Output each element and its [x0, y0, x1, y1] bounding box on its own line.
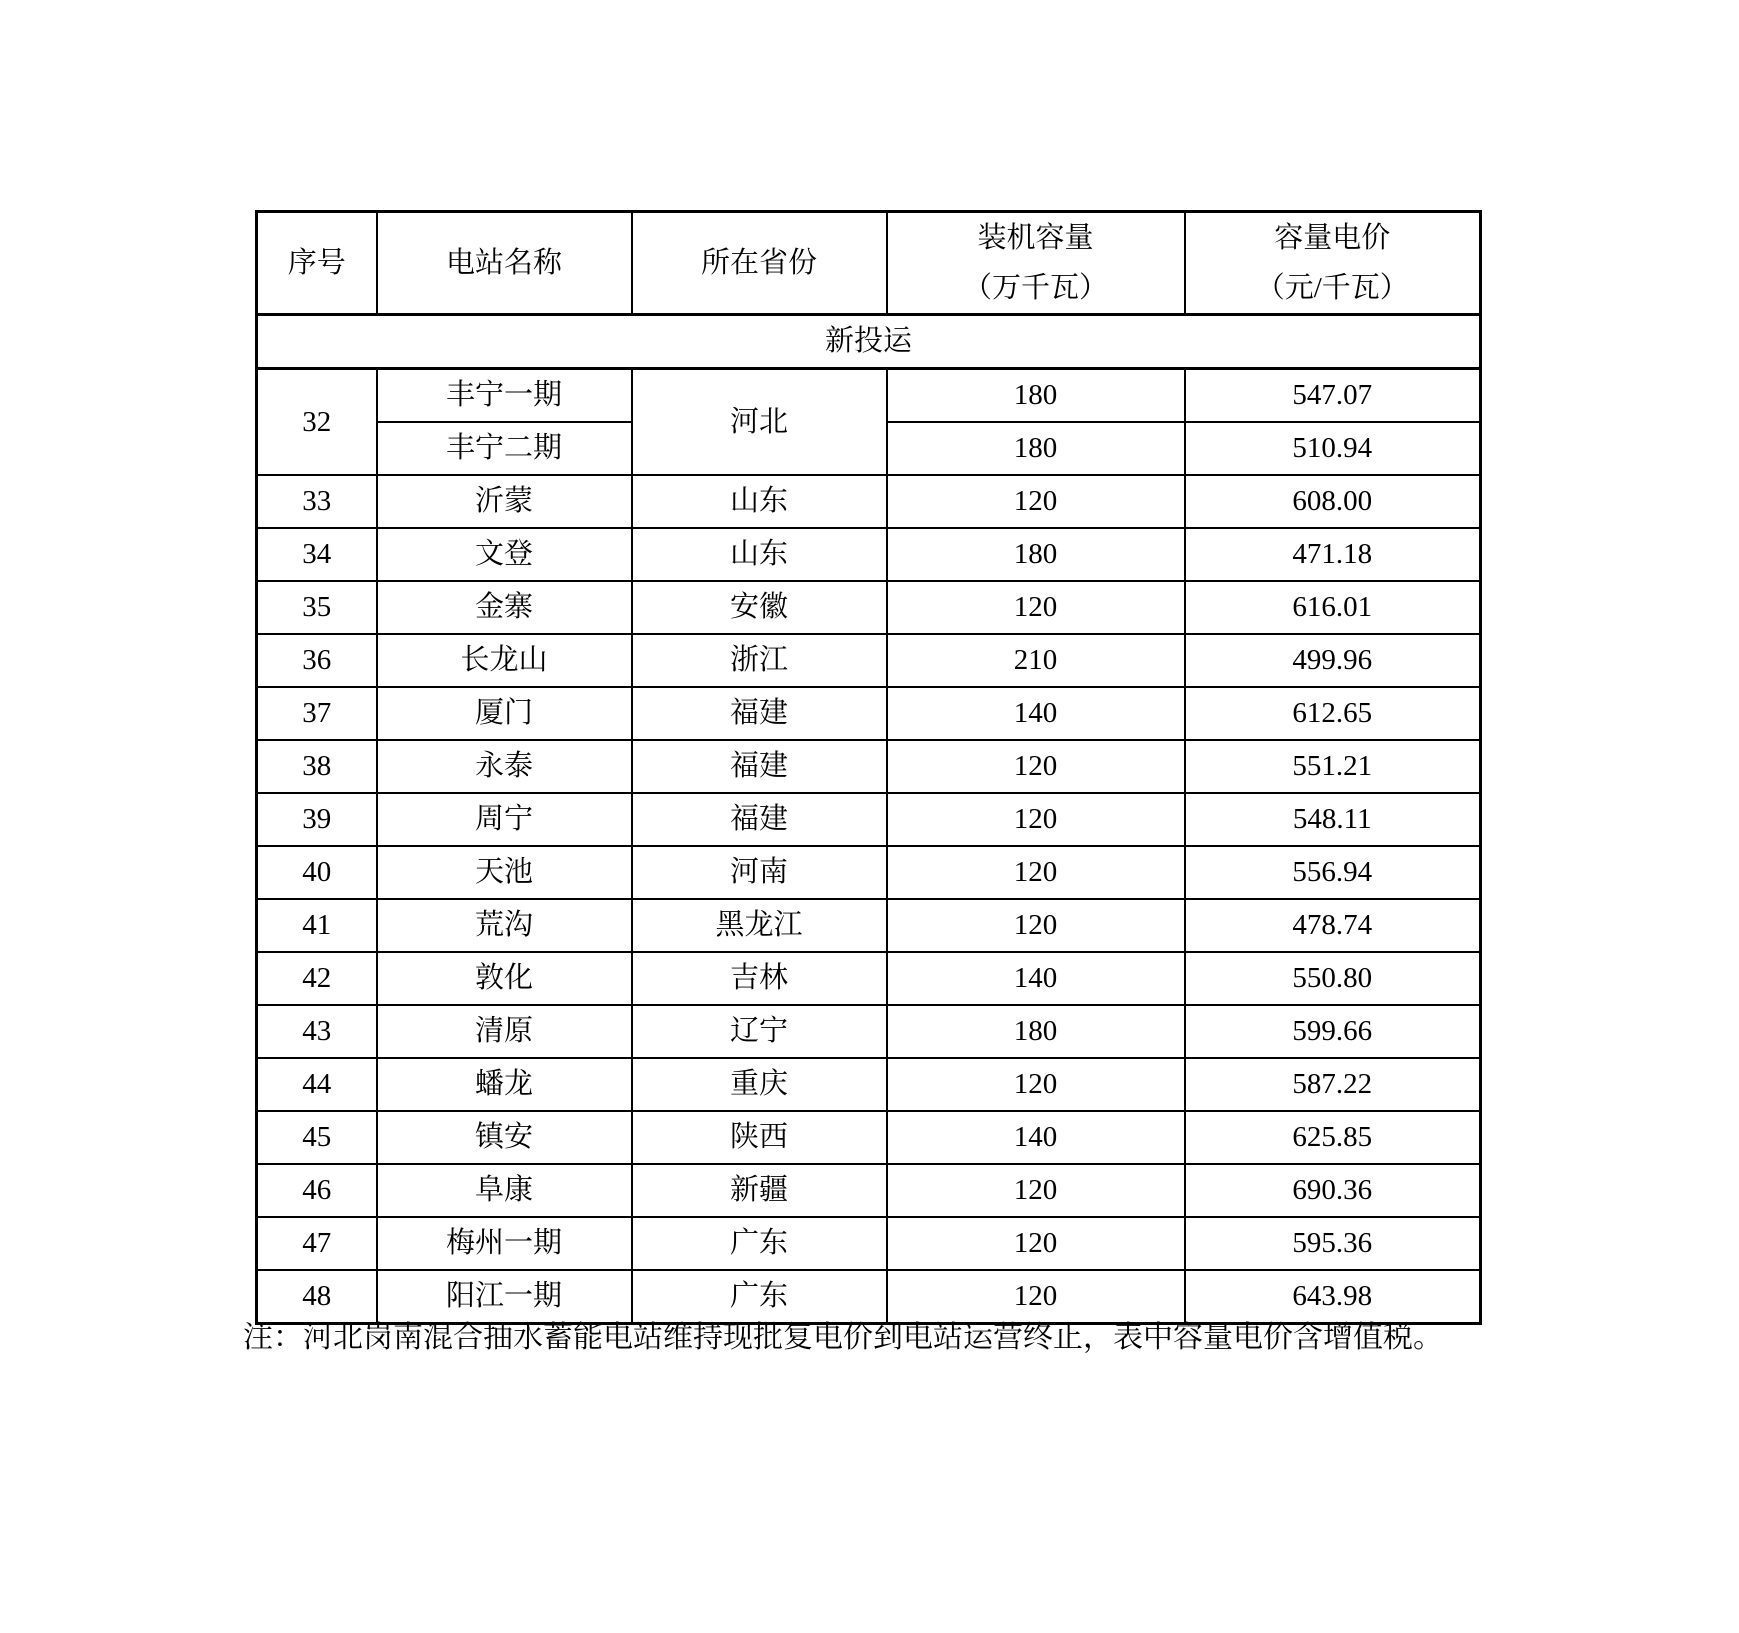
cell-province: 福建 — [632, 793, 887, 846]
table-row — [257, 581, 1481, 634]
cell-no: 43 — [257, 1005, 377, 1058]
cell-price: 556.94 — [1185, 846, 1481, 899]
table-row — [257, 1058, 1481, 1111]
cell-capacity: 180 — [887, 369, 1185, 423]
table-row — [257, 634, 1481, 687]
cell-capacity: 140 — [887, 1111, 1185, 1164]
table-row — [257, 899, 1481, 952]
cell-province: 黑龙江 — [632, 899, 887, 952]
cell-province: 辽宁 — [632, 1005, 887, 1058]
cell-no: 37 — [257, 687, 377, 740]
cell-station: 金寨 — [377, 581, 632, 634]
cell-capacity: 120 — [887, 899, 1185, 952]
cell-capacity: 120 — [887, 1164, 1185, 1217]
cell-station: 蟠龙 — [377, 1058, 632, 1111]
cell-station: 敦化 — [377, 952, 632, 1005]
cell-province: 浙江 — [632, 634, 887, 687]
cell-no: 46 — [257, 1164, 377, 1217]
table-row — [257, 1164, 1481, 1217]
header-capacity-line2: （万千瓦） — [962, 272, 1108, 304]
table-row — [257, 1270, 1481, 1324]
cell-no: 40 — [257, 846, 377, 899]
cell-price: 550.80 — [1185, 952, 1481, 1005]
cell-province: 河南 — [632, 846, 887, 899]
cell-station: 长龙山 — [377, 634, 632, 687]
cell-capacity: 140 — [887, 687, 1185, 740]
footnote: 注：河北岗南混合抽水蓄能电站维持现批复电价到电站运营终止，表中容量电价含增值税。 — [243, 1321, 1443, 1354]
cell-price: 608.00 — [1185, 475, 1481, 528]
cell-capacity: 120 — [887, 1217, 1185, 1270]
cell-price: 587.22 — [1185, 1058, 1481, 1111]
cell-station: 阜康 — [377, 1164, 632, 1217]
cell-province: 福建 — [632, 687, 887, 740]
section-label: 新投运 — [257, 315, 1481, 369]
cell-price: 625.85 — [1185, 1111, 1481, 1164]
cell-capacity: 120 — [887, 1270, 1185, 1324]
cell-station: 丰宁一期 — [377, 369, 632, 423]
cell-station: 清原 — [377, 1005, 632, 1058]
cell-price: 478.74 — [1185, 899, 1481, 952]
cell-station: 丰宁二期 — [377, 422, 632, 475]
header-capacity-line1: 装机容量 — [977, 222, 1094, 254]
cell-price: 690.36 — [1185, 1164, 1481, 1217]
header-province: 所在省份 — [632, 212, 887, 315]
cell-price: 595.36 — [1185, 1217, 1481, 1270]
cell-no: 39 — [257, 793, 377, 846]
cell-station: 文登 — [377, 528, 632, 581]
cell-capacity: 210 — [887, 634, 1185, 687]
cell-capacity: 120 — [887, 581, 1185, 634]
header-price-line2: （元/千瓦） — [1255, 272, 1409, 304]
cell-no: 35 — [257, 581, 377, 634]
cell-price: 499.96 — [1185, 634, 1481, 687]
cell-capacity: 120 — [887, 475, 1185, 528]
cell-no: 45 — [257, 1111, 377, 1164]
cell-no: 33 — [257, 475, 377, 528]
cell-no: 44 — [257, 1058, 377, 1111]
table-row — [257, 1217, 1481, 1270]
cell-capacity: 180 — [887, 528, 1185, 581]
cell-price: 551.21 — [1185, 740, 1481, 793]
cell-province: 陕西 — [632, 1111, 887, 1164]
cell-station: 镇安 — [377, 1111, 632, 1164]
cell-price: 548.11 — [1185, 793, 1481, 846]
cell-price: 612.65 — [1185, 687, 1481, 740]
table-row — [257, 528, 1481, 581]
cell-province: 山东 — [632, 528, 887, 581]
header-station: 电站名称 — [377, 212, 632, 315]
cell-no: 41 — [257, 899, 377, 952]
cell-price: 510.94 — [1185, 422, 1481, 475]
cell-station: 厦门 — [377, 687, 632, 740]
cell-capacity: 180 — [887, 422, 1185, 475]
cell-province: 广东 — [632, 1217, 887, 1270]
table-row — [257, 846, 1481, 899]
cell-no: 42 — [257, 952, 377, 1005]
cell-capacity: 120 — [887, 1058, 1185, 1111]
cell-price: 599.66 — [1185, 1005, 1481, 1058]
header-capacity — [887, 212, 1185, 315]
cell-province: 新疆 — [632, 1164, 887, 1217]
cell-province: 山东 — [632, 475, 887, 528]
table-row — [257, 952, 1481, 1005]
cell-capacity: 120 — [887, 846, 1185, 899]
table-row — [257, 687, 1481, 740]
cell-province: 吉林 — [632, 952, 887, 1005]
cell-no: 36 — [257, 634, 377, 687]
cell-no: 38 — [257, 740, 377, 793]
cell-no: 34 — [257, 528, 377, 581]
cell-price: 616.01 — [1185, 581, 1481, 634]
cell-province: 安徽 — [632, 581, 887, 634]
header-price-line1: 容量电价 — [1274, 222, 1391, 254]
cell-capacity: 180 — [887, 1005, 1185, 1058]
cell-price: 471.18 — [1185, 528, 1481, 581]
cell-no: 47 — [257, 1217, 377, 1270]
section-row — [257, 315, 1481, 369]
cell-capacity: 120 — [887, 740, 1185, 793]
cell-no: 32 — [257, 369, 377, 476]
cell-station: 沂蒙 — [377, 475, 632, 528]
cell-station: 永泰 — [377, 740, 632, 793]
cell-station: 荒沟 — [377, 899, 632, 952]
cell-no: 48 — [257, 1270, 377, 1324]
cell-station: 阳江一期 — [377, 1270, 632, 1324]
cell-station: 周宁 — [377, 793, 632, 846]
cell-price: 547.07 — [1185, 369, 1481, 423]
header-price — [1185, 212, 1481, 315]
header-no: 序号 — [257, 212, 377, 315]
header-row — [257, 212, 1481, 315]
table-row — [257, 1111, 1481, 1164]
table-row — [257, 793, 1481, 846]
cell-station: 天池 — [377, 846, 632, 899]
table-row — [257, 369, 1481, 423]
table-row — [257, 740, 1481, 793]
cell-price: 643.98 — [1185, 1270, 1481, 1324]
cell-capacity: 140 — [887, 952, 1185, 1005]
capacity-price-table — [255, 210, 1482, 1325]
cell-province: 福建 — [632, 740, 887, 793]
cell-station: 梅州一期 — [377, 1217, 632, 1270]
cell-province: 重庆 — [632, 1058, 887, 1111]
table-row — [257, 1005, 1481, 1058]
table-row — [257, 475, 1481, 528]
cell-capacity: 120 — [887, 793, 1185, 846]
cell-province: 广东 — [632, 1270, 887, 1324]
cell-province: 河北 — [632, 369, 887, 476]
